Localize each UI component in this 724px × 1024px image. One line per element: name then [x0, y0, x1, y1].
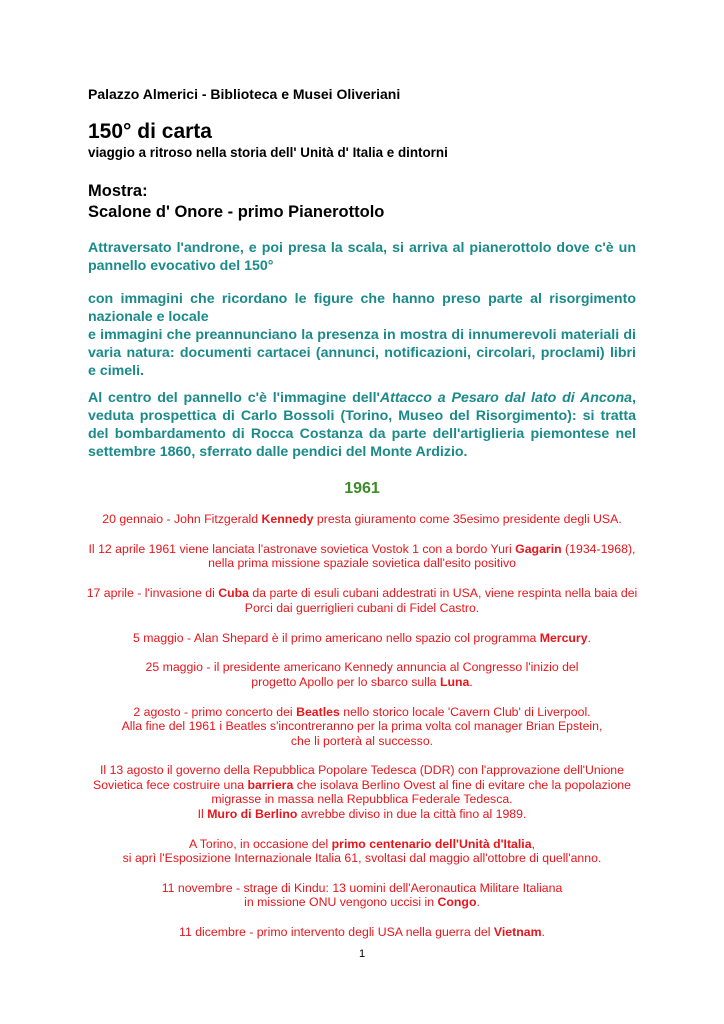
- event-item: [60, 542, 664, 571]
- event-text: Sovietica fece costruire una: [93, 777, 248, 792]
- intro-text-a: con immagini che ricordano le figure che hanno preso parte al risorgimento nazionale e locale: [88, 291, 636, 325]
- events-list: [60, 512, 664, 955]
- event-text: 20 gennaio - John Fitzgerald: [102, 512, 262, 526]
- intro-paragraph-3: [88, 389, 636, 461]
- event-line: [60, 763, 664, 777]
- event-keyword: Vietnam: [493, 925, 542, 940]
- event-keyword: Muro di Berlino: [207, 806, 298, 821]
- event-line: [60, 881, 664, 895]
- event-text: da parte di esuli cubani addestrati in USA, viene respinta nella baia dei: [249, 586, 638, 601]
- exhibition-heading: [88, 181, 384, 223]
- event-line: [60, 512, 664, 526]
- event-text: progetto Apollo per lo sbarco sulla: [251, 674, 440, 689]
- event-keyword: Congo: [437, 895, 477, 910]
- event-line: [60, 631, 664, 645]
- intro-text-b: e immagini che preannunciano la presenza in mostra di innumerevoli materiali di varia natura: documenti cartacei (annunci, notificazioni, circolari, proclami) libri e cimeli.: [88, 327, 636, 379]
- event-text: Il: [197, 806, 208, 821]
- event-text: 11 novembre - strage di Kindu: 13 uomini dell'Aeronautica Militare Italiana: [161, 880, 563, 895]
- event-text: nella prima missione spaziale sovietica dall'esito positivo: [208, 556, 516, 571]
- artwork-title: Attacco a Pesaro dal lato di Ancona: [379, 390, 633, 406]
- event-item: [60, 837, 664, 866]
- document-subtitle: viaggio a ritroso nella storia dell' Unità d' Italia e dintorni: [88, 145, 448, 160]
- document-title: 150° di carta: [88, 120, 212, 143]
- event-text: Porci dai guerriglieri cubani di Fidel Castro.: [244, 600, 480, 615]
- event-text: .: [476, 895, 480, 910]
- event-text: che li porterà al successo.: [290, 733, 434, 748]
- event-keyword: Gagarin: [515, 541, 562, 556]
- event-keyword: Mercury: [539, 630, 588, 645]
- exhibition-location: Scalone d' Onore - primo Pianerottolo: [88, 203, 385, 221]
- intro-text-c-end: , veduta prospettica di Carlo Bossoli (Torino, Museo del Risorgimento): si tratta del bombardamento di Rocca Costanza da parte dell'artiglieria piemontese nel settembre 1860, sferrato dalle pendici del Monte Ardizio.: [88, 390, 636, 460]
- event-item: [60, 586, 664, 615]
- event-line: [60, 586, 664, 600]
- event-item: [60, 925, 664, 939]
- event-keyword: primo centenario dell'Unità d'Italia: [331, 836, 532, 851]
- event-keyword: Beatles: [296, 704, 340, 719]
- event-text: Alla fine del 1961 i Beatles s'incontreranno per la prima volta col manager Brian Epstein,: [121, 719, 603, 734]
- event-text: .: [541, 925, 545, 940]
- event-text: Il 12 aprile 1961 viene lanciata l'astronave sovietica Vostok 1 con a bordo Yuri: [88, 541, 516, 556]
- event-line: [60, 792, 664, 806]
- event-text: nello storico locale 'Cavern Club' di Liverpool.: [339, 704, 591, 719]
- event-line: [60, 925, 664, 939]
- event-text: avrebbe diviso in due la città fino al 1989.: [297, 806, 527, 821]
- event-line: [60, 837, 664, 851]
- event-line: [60, 660, 664, 674]
- event-item: [60, 660, 664, 689]
- event-line: [60, 778, 664, 792]
- intro-paragraph-2: [88, 290, 636, 380]
- event-text: 11 dicembre - primo intervento degli USA nella guerra del: [179, 925, 494, 940]
- intro-text: Attraversato l'androne, e poi presa la scala, si arriva al pianerottolo dove c'è un pannello evocativo del 150°: [88, 240, 636, 274]
- intro-text-c: [88, 389, 636, 461]
- event-keyword: barriera: [247, 777, 294, 792]
- event-item: [60, 705, 664, 748]
- event-text: migrasse in massa nella Repubblica Federale Tedesca.: [211, 792, 513, 807]
- event-item: [60, 763, 664, 821]
- event-line: [60, 719, 664, 733]
- page-number: 1: [358, 948, 366, 960]
- event-item: [60, 881, 664, 910]
- event-text: A Torino, in occasione del: [189, 836, 332, 851]
- event-keyword: Kennedy: [261, 512, 314, 526]
- event-line: [60, 895, 664, 909]
- event-line: [60, 675, 664, 689]
- event-line: [60, 556, 664, 570]
- event-text: 2 agosto - primo concerto dei: [133, 704, 297, 719]
- event-text: presta giuramento come 35esimo presidente degli USA.: [313, 512, 622, 526]
- event-text: ,: [531, 836, 535, 851]
- event-line: [60, 734, 664, 748]
- year-heading: 1961: [344, 480, 380, 497]
- event-text: 5 maggio - Alan Shepard è il primo americano nello spazio col programma: [133, 630, 540, 645]
- event-text: (1934-1968),: [561, 541, 636, 556]
- event-item: [60, 512, 664, 526]
- event-text: 25 maggio - il presidente americano Kennedy annuncia al Congresso l'inizio del: [145, 660, 579, 675]
- event-line: [60, 807, 664, 821]
- event-line: [60, 705, 664, 719]
- intro-paragraph-1: [88, 239, 636, 275]
- event-text: .: [587, 630, 591, 645]
- intro-text-c-start: Al centro del pannello c'è l'immagine dell': [88, 390, 380, 406]
- event-line: [60, 851, 664, 865]
- event-text: che isolava Berlino Ovest al fine di evitare che la popolazione: [293, 777, 631, 792]
- header-institution: Palazzo Almerici - Biblioteca e Musei Oliveriani: [88, 86, 401, 102]
- event-keyword: Luna: [439, 674, 470, 689]
- event-text: .: [469, 674, 473, 689]
- event-keyword: Cuba: [218, 586, 249, 601]
- event-line: [60, 542, 664, 556]
- event-text: in missione ONU vengono uccisi in: [244, 895, 438, 910]
- exhibition-label: Mostra:: [88, 182, 148, 200]
- event-item: [60, 631, 664, 645]
- event-line: [60, 601, 664, 615]
- event-text: Il 13 agosto il governo della Repubblica Popolare Tedesca (DDR) con l'approvazione dell'Unione: [100, 763, 624, 778]
- event-text: 17 aprile - l'invasione di: [86, 586, 219, 601]
- event-text: si aprì l'Esposizione Internazionale Italia 61, svoltasi dal maggio all'ottobre di quell'anno.: [122, 851, 602, 865]
